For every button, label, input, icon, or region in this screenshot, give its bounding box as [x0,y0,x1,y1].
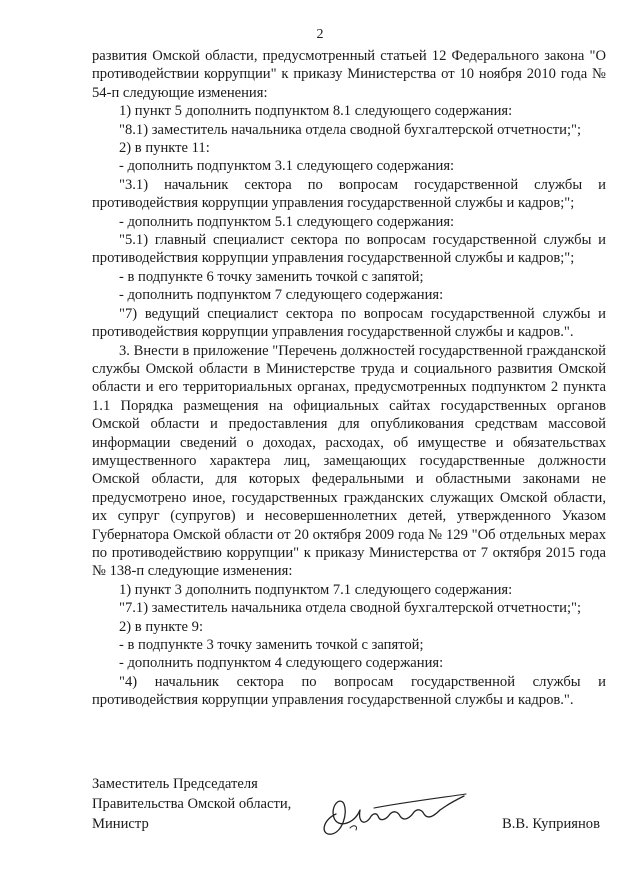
paragraph: "7) ведущий специалист сектора по вопросам государственной службы и противодействия коррупции управления государственной службы и кадров.". [92,305,606,341]
paragraph: 3. Внести в приложение "Перечень должностей государственной гражданской службы Омской области в Министерстве труда и социального развития Омской области и его территориальных органах, предусмотренных подпунктом 2 пункта 1.1 Порядка размещения на официальных сайтах государственных органов Омской области и предоставления для опубликования средствам массовой информации сведений о доходах, расходах, об имуществе и обязательствах имущественного характера лиц, замещающих государственные должности Омской области, для которых федеральными и областными законами не предусмотрено иное, государственных гражданских служащих Омской области, их супруг (супругов) и несовершеннолетних детей, утвержденного Указом Губернатора Омской области от 20 октября 2009 года № 129 "Об отдельных мерах по противодействию коррупции" к приказу Министерства от 7 октября 2015 года № 138-п следующие изменения: [92,342,606,580]
signatory-position-line: Министр [92,816,149,832]
handwritten-signature [314,784,474,844]
paragraph: 2) в пункте 11: [119,140,210,157]
signatory-position-line: Правительства Омской области, [92,796,292,812]
paragraph: "7.1) заместитель начальника отдела сводной бухгалтерской отчетности;"; [119,600,582,617]
paragraph: - дополнить подпунктом 3.1 следующего содержания: [119,158,455,175]
paragraph: "5.1) главный специалист сектора по вопросам государственной службы и противодействия коррупции управления государственной службы и кадров;"; [92,232,606,267]
document-body [92,47,606,710]
paragraph: "4) начальник сектора по вопросам государственной службы и противодействия коррупции управления государственной службы и кадров.". [92,673,606,709]
paragraph: 2) в пункте 9: [119,618,204,635]
signature-block [92,774,606,834]
paragraph: "3.1) начальник сектора по вопросам государственной службы и противодействия коррупции управления государственной службы и кадров;"; [92,176,606,212]
signatory-position-line: Заместитель Председателя [92,776,258,792]
paragraph: - в подпункте 3 точку заменить точкой с запятой; [119,637,424,653]
paragraph: - дополнить подпунктом 7 следующего содержания: [119,287,444,304]
paragraph: - дополнить подпунктом 5.1 следующего содержания: [119,213,455,230]
paragraph: 1) пункт 5 дополнить подпунктом 8.1 следующего содержания: [119,103,513,120]
paragraph: - дополнить подпунктом 4 следующего содержания: [119,655,444,672]
paragraph: - в подпункте 6 точку заменить точкой с запятой; [119,268,424,285]
signatory-name: В.В. Куприянов [502,816,600,832]
paragraph: развития Омской области, предусмотренный статьей 12 Федерального закона "О противодействии коррупции" к приказу Министерства от 10 ноября 2010 года № 54-п следующие изменения: [92,48,606,101]
paragraph: "8.1) заместитель начальника отдела сводной бухгалтерской отчетности;"; [119,121,582,138]
page-number: 2 [316,27,324,42]
paragraph: 1) пункт 3 дополнить подпунктом 7.1 следующего содержания: [119,581,513,598]
